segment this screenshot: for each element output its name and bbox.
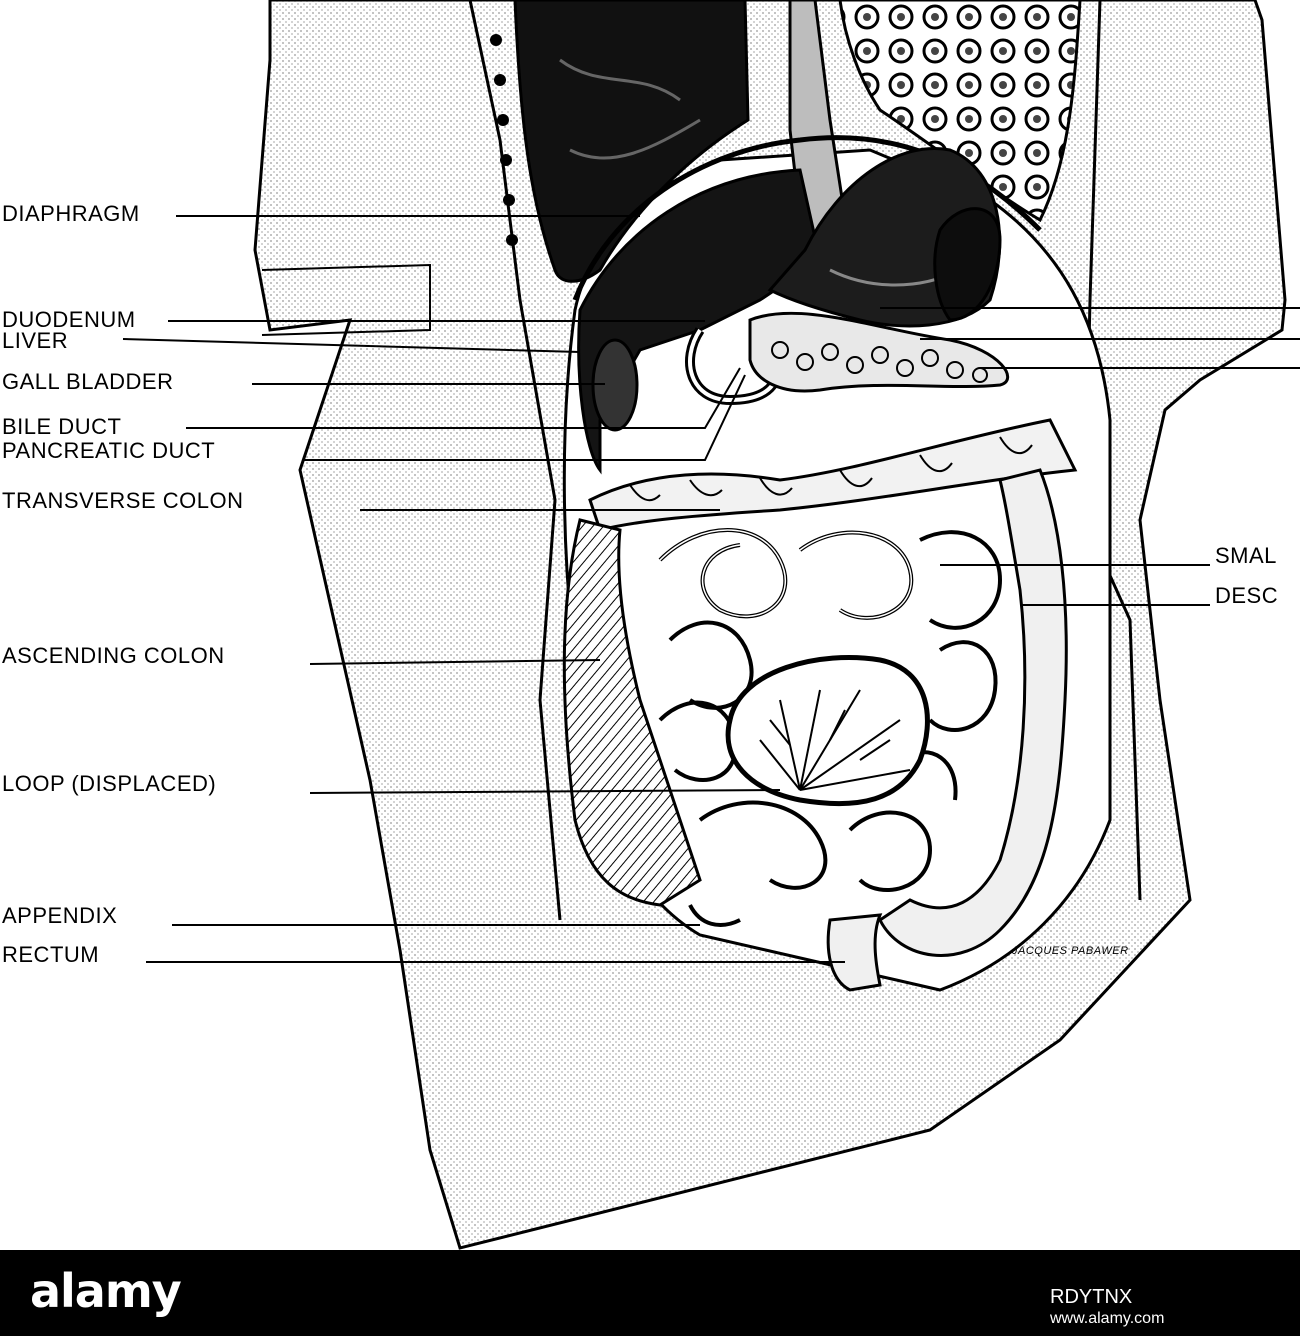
label-gall-bladder: GALL BLADDER xyxy=(2,369,174,394)
label-pancreatic-duct: PANCREATIC DUCT xyxy=(2,438,216,463)
label-loop-displaced: LOOP (DISPLACED) xyxy=(2,771,217,796)
label-diaphragm: DIAPHRAGM xyxy=(2,201,140,226)
label-small-truncated: SMAL xyxy=(1215,543,1277,568)
rectum xyxy=(828,915,880,990)
label-liver: LIVER xyxy=(2,328,69,353)
label-transverse-colon: TRANSVERSE COLON xyxy=(2,488,244,513)
artist-signature: JACQUES PABAWER xyxy=(1012,945,1129,957)
label-duodenum: DUODENUM xyxy=(2,307,136,332)
image-id: RDYTNX xyxy=(1050,1286,1133,1308)
footer-url: www.alamy.com xyxy=(1050,1310,1165,1327)
brand-logo: alamy xyxy=(30,1264,181,1318)
label-bile-duct: BILE DUCT xyxy=(2,414,122,439)
label-ascending-colon: ASCENDING COLON xyxy=(2,643,225,668)
displaced-loop xyxy=(728,658,927,804)
label-appendix: APPENDIX xyxy=(2,903,118,928)
label-rectum: RECTUM xyxy=(2,942,100,967)
label-descending-truncated: DESC xyxy=(1215,583,1279,608)
watermark-footer xyxy=(0,1250,1300,1336)
